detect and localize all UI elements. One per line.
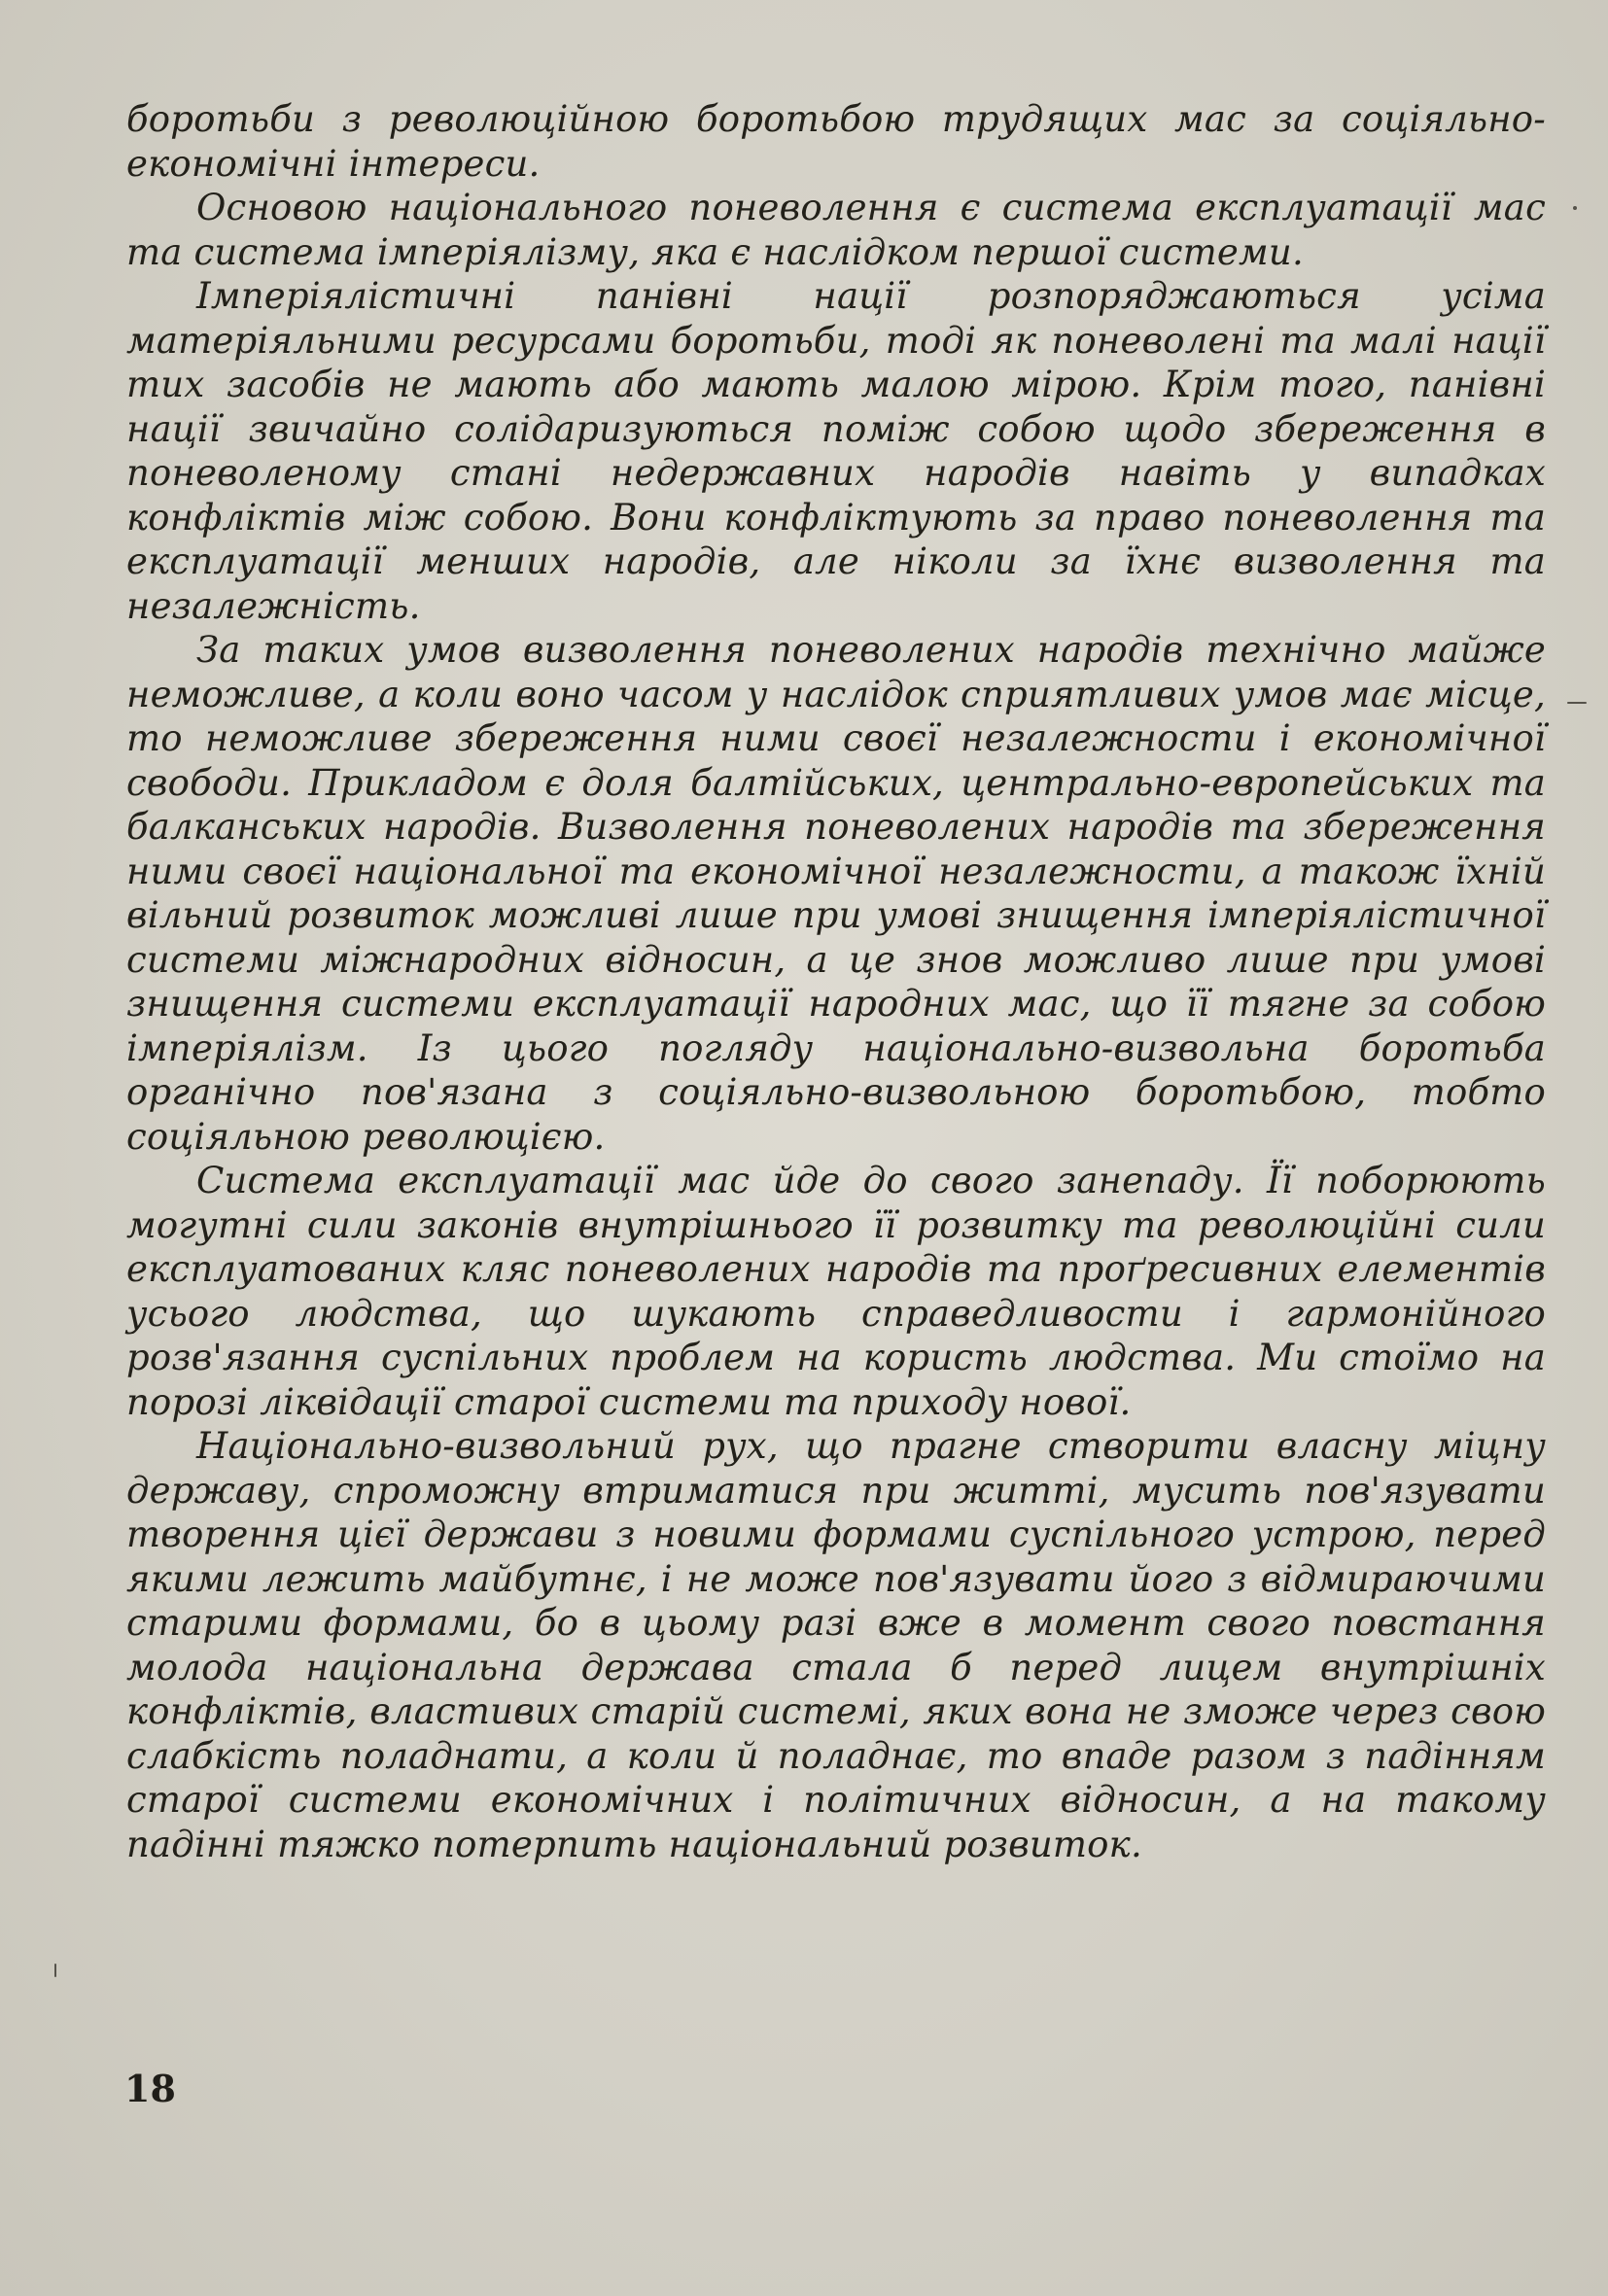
page-number: 18 [124, 2067, 176, 2110]
paragraph: Основою національного поневолення є система експлуатації мас та система імперіялізму, яка є наслідком першої системи. [126, 187, 1546, 273]
body-text [126, 97, 1546, 1866]
paragraph-continuation: боротьби з революційною боротьбою трудящих мас за соціяльно-економічні інтереси. [126, 98, 1546, 185]
paragraph: Національно-визвольний рух, що прагне створити власну міцну державу, спроможну втриматися при житті, мусить пов'язувати творення цієї держави з новими формами суспільного устрою, перед якими лежить майбутнє, і не може пов'язувати його з відмираючими старими формами, бо в цьому разі вже в момент свого повстання молода національна держава стала б перед лицем внутрішніх конфліктів, властивих старій системі, яких вона не зможе через свою слабкість поладнати, а коли й поладнає, то впаде разом з падінням старої системи економічних і політичних відносин, а на такому падінні тяжко потерпить національний розвиток. [126, 1425, 1546, 1865]
margin-mark [1573, 206, 1577, 210]
margin-mark [54, 1964, 56, 1977]
paragraph: За таких умов визволення поневолених народів технічно майже неможливе, а коли воно часом у наслідок сприятливих умов має місце, то неможливе збереження ними своєї незалежности і економічної свободи. Прикладом є доля балтійських, центрально-европейських та балканських народів. Визволення поневолених народів та збереження ними своєї національної та економічної незалежности, а також їхній вільний розвиток можливі лише при умові знищення імперіялістичної системи міжнародних відносин, а це знов можливо лише при умові знищення системи експлуатації народних мас, що її тягне за собою імперіялізм. Із цього погляду національно-визвольна боротьба органічно пов'язана з соціяльно-визвольною боротьбою, тобто соціяльною революцією. [126, 629, 1546, 1158]
paragraph: Імперіялістичні панівні нації розпоряджаються усіма матеріяльними ресурсами боротьби, тоді як поневолені та малі нації тих засобів не мають або мають малою мірою. Крім того, панівні нації звичайно солідаризуються поміж собою щодо збереження в поневоленому стані недержавних народів навіть у випадках конфліктів між собою. Вони конфліктують за право поневолення та експлуатації менших народів, але ніколи за їхнє визволення та незалежність. [126, 275, 1546, 627]
paragraph: Система експлуатації мас йде до свого занепаду. Її поборюють могутні сили законів внутрішнього її розвитку та революційні сили експлуатованих кляс поневолених народів та проґресивних елементів усього людства, що шукають справедливости і гармонійного розв'язання суспільних проблем на користь людства. Ми стоїмо на порозі ліквідації старої системи та приходу нової. [126, 1160, 1546, 1423]
margin-mark [1567, 702, 1587, 704]
